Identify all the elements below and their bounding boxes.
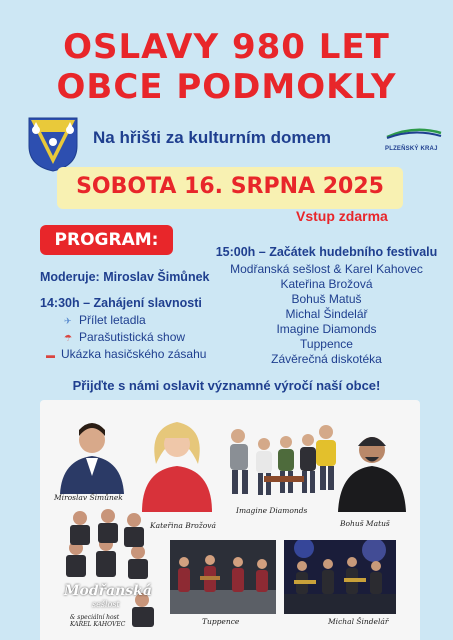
fire-truck-icon: ▬	[46, 350, 55, 360]
sindelar-stage	[284, 540, 396, 614]
program-right	[200, 245, 453, 367]
municipal-crest-icon	[27, 116, 79, 172]
lineup-item: Tuppence	[300, 337, 353, 351]
photo-tuppence	[170, 540, 276, 614]
lineup-item: Bohuš Matuš	[291, 292, 362, 306]
program-item	[40, 330, 209, 346]
region-logo-icon	[385, 127, 443, 139]
photo-miroslav-simunek	[56, 414, 128, 494]
caption-sindelar: Michal Šindelář	[328, 617, 389, 626]
airplane-icon: ✈	[64, 316, 72, 326]
photo-modranska-seslost	[58, 508, 160, 630]
opening-text: 14:30h – Zahájení slavnosti	[40, 296, 202, 310]
caption-simunek: Miroslav Šimůnek	[54, 493, 123, 502]
venue-text: Na hřišti za kulturním domem	[93, 128, 332, 147]
program-item	[40, 347, 209, 363]
photo-michal-sindelar	[284, 540, 396, 614]
entry-info: Vstup zdarma	[296, 208, 388, 224]
region-logo-text: PLZEŇSKÝ KRAJ	[385, 146, 438, 152]
lineup-item: Imagine Diamonds	[276, 322, 377, 336]
lineup-item: Modřanská sešlost & Karel Kahovec	[230, 262, 423, 276]
moderator-text: Moderuje: Miroslav Šimůnek	[40, 270, 210, 284]
photo-imagine-diamonds	[224, 418, 340, 498]
photo-katerina-brozova	[138, 408, 216, 512]
caption-brozova: Kateřina Brožová	[150, 521, 216, 530]
lineup-item: Michal Šindelář	[285, 307, 368, 321]
region-logo	[385, 126, 443, 152]
performers-collage	[40, 400, 420, 640]
program-item	[40, 313, 209, 329]
program-label: PROGRAM:	[54, 230, 159, 250]
caption-imagine: Imagine Diamonds	[236, 506, 308, 515]
tuppence-stage	[170, 540, 276, 614]
parachute-icon: ☂	[64, 333, 73, 343]
program-item-label: Ukázka hasičského zásahu	[61, 347, 207, 361]
photo-bohus-matus	[336, 424, 408, 512]
program-left	[40, 270, 209, 363]
caption-tuppence: Tuppence	[202, 617, 240, 626]
modranska-name: Modřanská	[64, 583, 152, 599]
lineup-item: Kateřina Brožová	[280, 277, 373, 291]
caption-matus: Bohuš Matuš	[340, 519, 390, 528]
invite-text: Přijďte s námi oslavit významné výročí naší obce!	[72, 378, 381, 393]
festival-header: 15:00h – Začátek hudebního festivalu	[215, 245, 438, 259]
title-line-2: OBCE PODMOKLY	[56, 67, 397, 107]
event-date: SOBOTA 16. SRPNA 2025	[76, 174, 384, 199]
modranska-sub: sešlost	[92, 600, 120, 609]
lineup-item: Závěrečná diskotéka	[271, 352, 382, 366]
modranska-guest: & speciální host KAREL KAHOVEC	[70, 614, 126, 628]
program-item-label: Parašutistická show	[79, 330, 186, 344]
program-item-label: Přílet letadla	[79, 313, 146, 327]
title-line-1: OSLAVY 980 LET	[63, 27, 390, 67]
